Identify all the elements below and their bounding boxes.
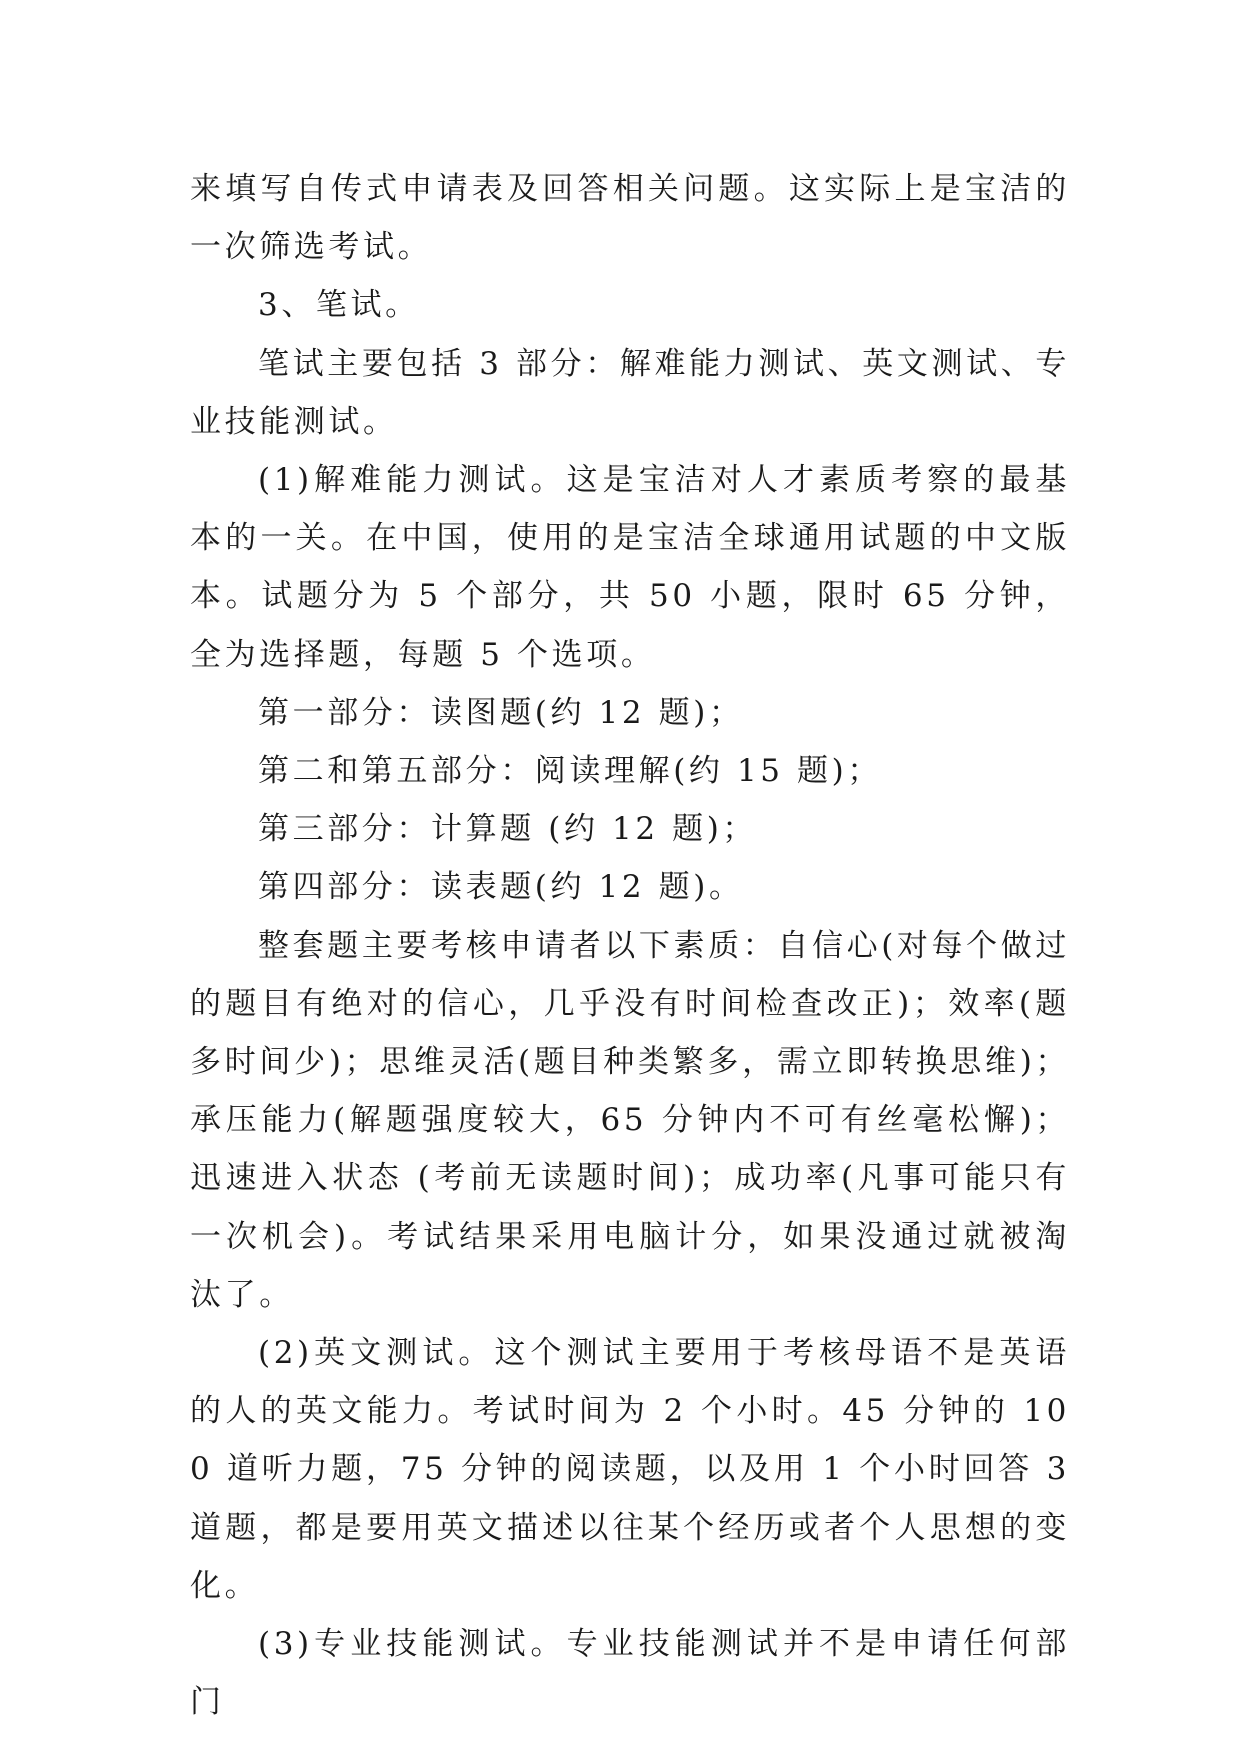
paragraph-continuation: 来填写自传式申请表及回答相关问题。这实际上是宝洁的一次筛选考试。: [190, 171, 1070, 266]
section-heading-written-test: 3、笔试。: [258, 287, 420, 324]
list-item-part-three: 第三部分：计算题 (约 12 题)；: [258, 811, 757, 848]
list-item-part-one: 第一部分：读图题(约 12 题)；: [258, 694, 744, 731]
paragraph-qualities-assessed: 整套题主要考核申请者以下素质：自信心(对每个做过的题目有绝对的信心，几乎没有时间检查改正)；效率(题多时间少)；思维灵活(题目种类繁多，需立即转换思维)；承压能力(解题强度较大，65 分钟内不可有丝毫松懈)；迅速进入状态 (考前无读题时间)；成功率(凡事可能只有一次机会)。考试结果采用电脑计分，如果没通过就被淘汰了。: [190, 927, 1070, 1313]
paragraph-problem-solving-test: (1)解难能力测试。这是宝洁对人才素质考察的最基本的一关。在中国，使用的是宝洁全球通用试题的中文版本。试题分为 5 个部分，共 50 小题，限时 65 分钟，全为选择题，每题 5 个选项。: [190, 462, 1070, 673]
list-item-part-two-five: 第二和第五部分：阅读理解(约 15 题)；: [258, 753, 882, 790]
list-item-part-four: 第四部分：读表题(约 12 题)。: [258, 869, 744, 906]
paragraph-written-test-overview: 笔试主要包括 3 部分：解难能力测试、英文测试、专业技能测试。: [190, 345, 1070, 440]
document-body: [190, 160, 1070, 1731]
paragraph-english-test: (2)英文测试。这个测试主要用于考核母语不是英语的人的英文能力。考试时间为 2 个小时。45 分钟的 100 道听力题，75 分钟的阅读题，以及用 1 个小时回答 3 道题，都是要用英文描述以往某个经历或者个人思想的变化。: [190, 1335, 1070, 1604]
paragraph-professional-skills-test: (3)专业技能测试。专业技能测试并不是申请任何部门: [190, 1626, 1070, 1721]
